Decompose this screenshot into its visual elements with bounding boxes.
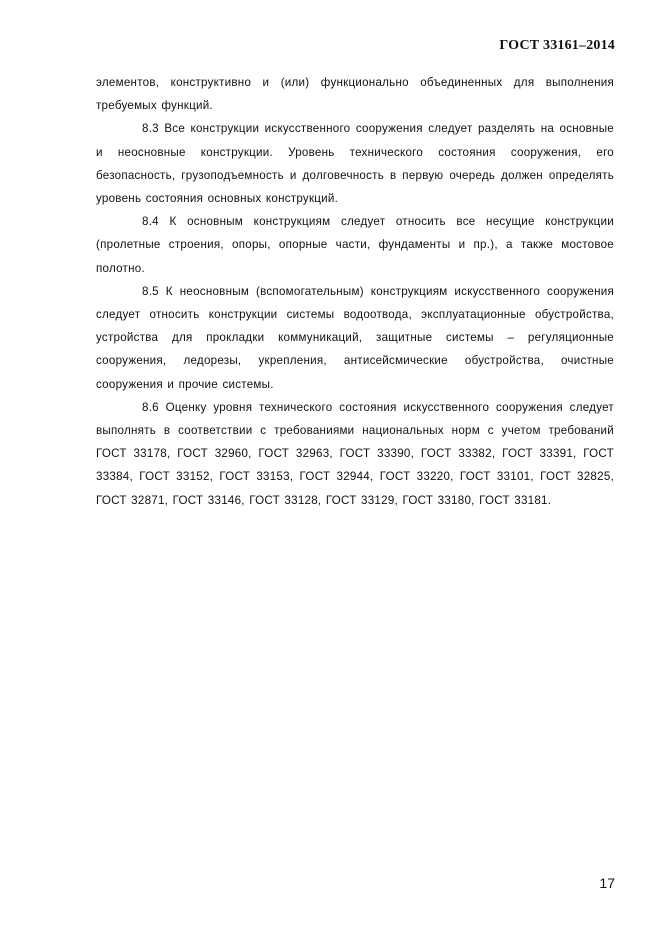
paragraph-8-3: 8.3 Все конструкции искусственного сооружения следует разделять на основные и неосновные конструкции. Уровень технического состояния сооружения, его безопасность, грузоподъемность и долговечность в первую очередь должен определять уровень состояния основных конструкций. <box>96 122 614 206</box>
paragraph-continuation: элементов, конструктивно и (или) функционально объединенных для выполнения требуемых функций. <box>96 76 614 113</box>
paragraph-8-4: 8.4 К основным конструкциям следует относить все несущие конструкции (пролетные строения, опоры, опорные части, фундаменты и пр.), а также мостовое полотно. <box>96 215 614 275</box>
page-number: 17 <box>599 875 615 891</box>
paragraph-8-5: 8.5 К неосновным (вспомогательным) конструкциям искусственного сооружения следует относить конструкции системы водоотвода, эксплуатационные обустройства, устройства для прокладки коммуникаций, защитные системы – регуляционные сооружения, ледорезы, укрепления, антисейсмические обустройства, очистные сооружения и прочие системы. <box>96 284 614 391</box>
standard-code-header: ГОСТ 33161–2014 <box>499 38 615 53</box>
paragraph-8-6: 8.6 Оценку уровня технического состояния искусственного сооружения следует выполнять в соответствии с требованиями национальных норм с учетом требований ГОСТ 33178, ГОСТ 32960, ГОСТ 32963, ГОСТ 33390, ГОСТ 33382, ГОСТ 33391, ГОСТ 33384, ГОСТ 33152, ГОСТ 33153, ГОСТ 32944, ГОСТ 33220, ГОСТ 33101, ГОСТ 32825, ГОСТ 32871, ГОСТ 33146, ГОСТ 33128, ГОСТ 33129, ГОСТ 33180, ГОСТ 33181. <box>96 400 614 507</box>
body-text <box>96 71 614 512</box>
